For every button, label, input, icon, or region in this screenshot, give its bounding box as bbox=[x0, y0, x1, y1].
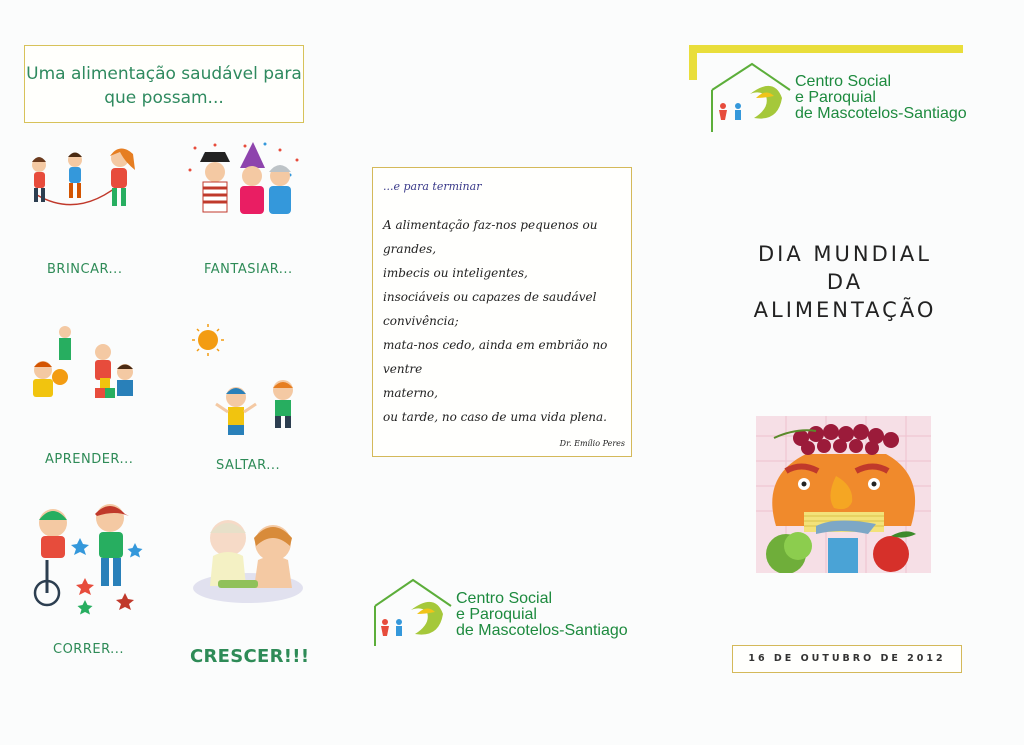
logo-text-right bbox=[795, 74, 967, 122]
quote-box bbox=[372, 167, 632, 457]
main-title bbox=[720, 240, 970, 324]
intro-title-box bbox=[24, 45, 304, 123]
kids-jump-rope-illustration bbox=[25, 140, 140, 215]
quote-line: mata-nos cedo, ainda em embrião no ventre bbox=[383, 338, 608, 376]
event-date: 16 DE OUTUBRO DE 2012 bbox=[748, 653, 946, 664]
kids-jumping-illustration bbox=[188, 322, 308, 447]
title-line2: DA bbox=[826, 270, 864, 294]
logo-line1: Centro Social bbox=[456, 590, 553, 607]
title-line3: ALIMENTAÇÃO bbox=[753, 298, 937, 322]
quote-line: A alimentação faz-nos pequenos ou bbox=[383, 218, 598, 232]
title-line1: DIA MUNDIAL bbox=[757, 242, 933, 266]
kids-bike-illustration bbox=[25, 498, 145, 623]
header-accent-side bbox=[689, 45, 697, 80]
intro-title: Uma alimentação saudável para que possam... bbox=[26, 64, 302, 108]
activity-label-fantasiar: FANTASIAR... bbox=[204, 262, 293, 277]
kids-learning-illustration bbox=[25, 322, 145, 404]
centro-social-logo-icon bbox=[373, 574, 453, 649]
costumed-kids-illustration bbox=[185, 140, 305, 215]
header-accent-bar bbox=[689, 45, 963, 53]
quote-author: Dr. Emílio Peres bbox=[559, 439, 625, 448]
logo-line1: Centro Social bbox=[795, 73, 892, 90]
activity-label-aprender: APRENDER... bbox=[45, 452, 134, 467]
activity-label-saltar: SALTAR... bbox=[216, 458, 281, 473]
activity-label-crescer: CRESCER!!! bbox=[190, 646, 310, 667]
logo-line2: e Paroquial bbox=[456, 606, 537, 623]
quote-line: grandes, bbox=[383, 242, 437, 256]
fruit-face-illustration bbox=[756, 416, 931, 573]
activity-label-correr: CORRER... bbox=[53, 642, 125, 657]
quote-line: imbecis ou inteligentes, bbox=[383, 266, 528, 280]
quote-line: materno, bbox=[383, 386, 438, 400]
date-box bbox=[732, 645, 962, 673]
sun-icon bbox=[192, 324, 224, 356]
centro-social-logo-icon bbox=[710, 60, 792, 135]
logo-line3: de Mascotelos-Santiago bbox=[795, 105, 967, 122]
logo-text-middle bbox=[456, 591, 628, 639]
quote-intro: ...e para terminar bbox=[383, 180, 482, 193]
toddlers-illustration bbox=[188, 508, 303, 608]
logo-line2: e Paroquial bbox=[795, 89, 876, 106]
logo-line3: de Mascotelos-Santiago bbox=[456, 622, 628, 639]
quote-line: ou tarde, no caso de uma vida plena. bbox=[383, 410, 607, 424]
activity-label-brincar: BRINCAR... bbox=[47, 262, 123, 277]
quote-line: insociáveis ou capazes de saudável bbox=[383, 290, 597, 304]
quote-line: convivência; bbox=[383, 314, 459, 328]
